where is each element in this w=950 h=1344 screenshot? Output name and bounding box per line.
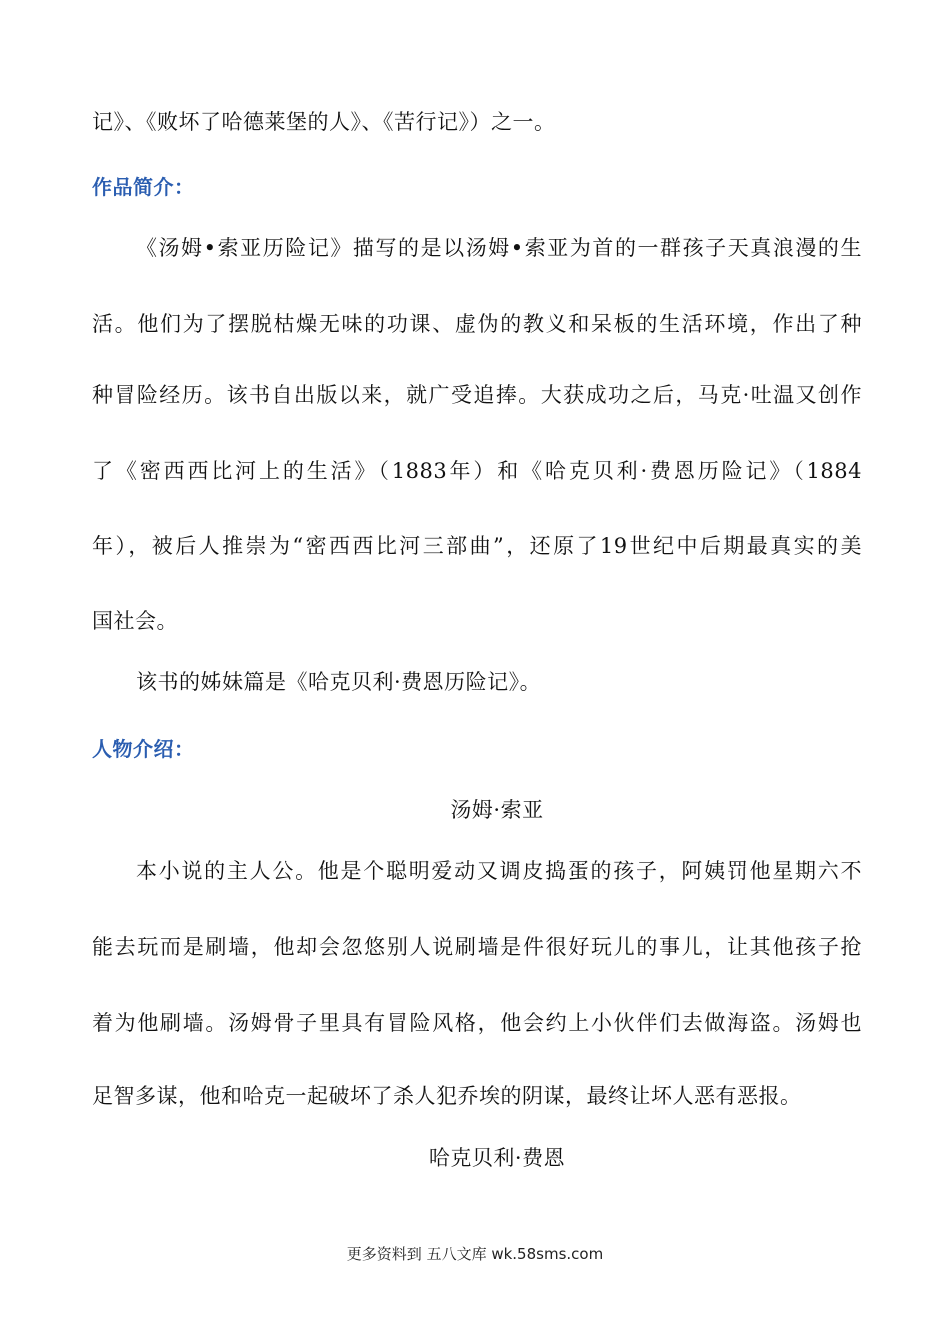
summary-line-5: 年），被后人推崇为“密西西比河三部曲”，还原了19世纪中后期最真实的美 xyxy=(92,534,862,558)
intro-tail-line: 记》、《败坏了哈德莱堡的人》、《苦行记》）之一。 xyxy=(92,110,556,134)
tom-description-line-2: 能去玩而是刷墙，他却会忽悠别人说刷墙是件很好玩儿的事儿，让其他孩子抢 xyxy=(92,935,862,959)
section-heading-characters: 人物介绍： xyxy=(92,737,195,761)
character-name-huck: 哈克贝利·费恩 xyxy=(428,1146,566,1170)
section-heading-summary: 作品简介： xyxy=(92,175,195,199)
summary-line-2: 活。他们为了摆脱枯燥无味的功课、虚伪的教义和呆板的生活环境，作出了种 xyxy=(92,312,862,336)
tom-description-line-4: 足智多谋，他和哈克一起破坏了杀人犯乔埃的阴谋，最终让坏人恶有恶报。 xyxy=(92,1084,802,1108)
summary-line-1: 《汤姆•索亚历险记》描写的是以汤姆•索亚为首的一群孩子天真浪漫的生 xyxy=(136,236,862,260)
tom-description-line-1: 本小说的主人公。他是个聪明爱动又调皮捣蛋的孩子，阿姨罚他星期六不 xyxy=(136,859,862,883)
tom-description-line-3: 着为他刷墙。汤姆骨子里具有冒险风格，他会约上小伙伴们去做海盗。汤姆也 xyxy=(92,1011,862,1035)
summary-line-4: 了《密西西比河上的生活》（1883年）和《哈克贝利·费恩历险记》（1884 xyxy=(92,459,862,483)
character-name-tom: 汤姆·索亚 xyxy=(450,798,544,822)
summary-line-3: 种冒险经历。该书自出版以来，就广受追捧。大获成功之后，马克·吐温又创作 xyxy=(92,383,862,407)
summary-line-6: 国社会。 xyxy=(92,609,178,633)
footer-link-text[interactable]: 更多资料到 五八文库 wk.58sms.com xyxy=(346,1245,604,1263)
sister-work-line: 该书的姊妹篇是《哈克贝利·费恩历险记》。 xyxy=(136,670,542,694)
